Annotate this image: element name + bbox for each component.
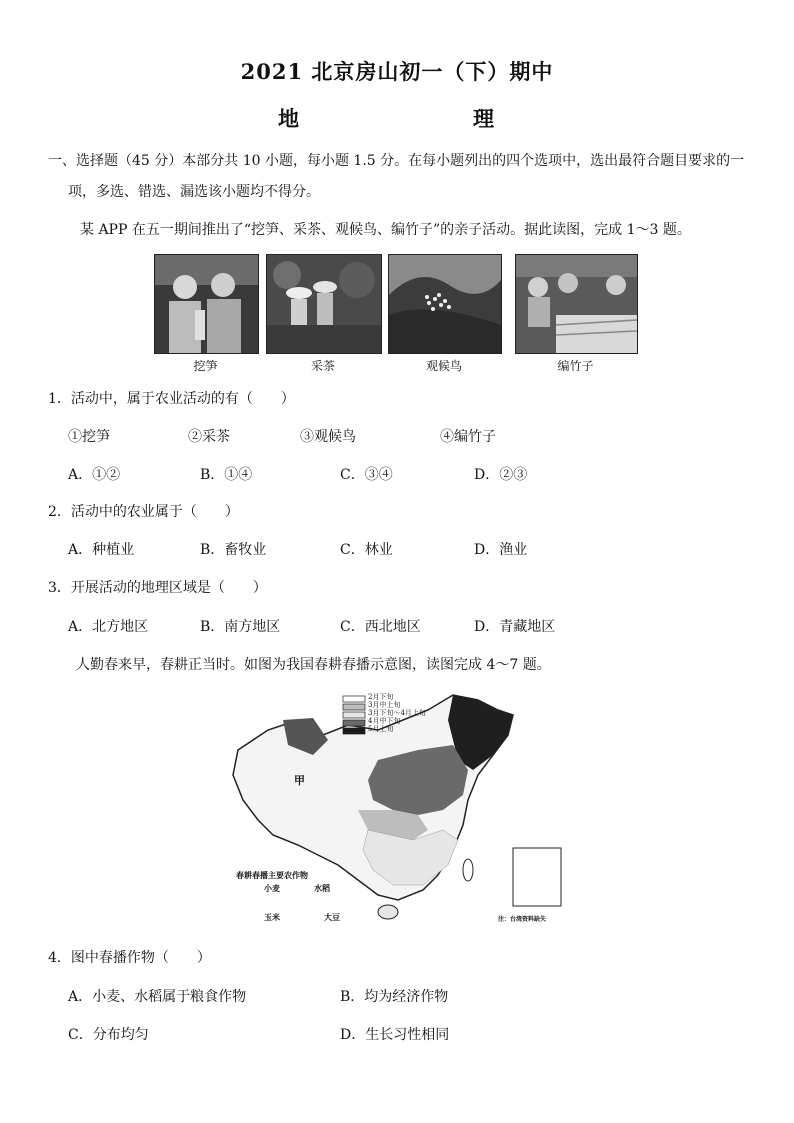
q2-option-c[interactable]: C．林业 xyxy=(340,542,393,558)
crop-wheat-label: 小麦 xyxy=(264,883,280,893)
q2-option-b[interactable]: B．畜牧业 xyxy=(200,542,267,558)
q1-item-4: ④编竹子 xyxy=(440,429,496,445)
question-intro-1: 某 APP 在五一期间推出了“挖笋、采茶、观候鸟、编竹子”的亲子活动。据此读图，完成 1～3 题。 xyxy=(80,222,691,238)
q3-option-d[interactable]: D．青藏地区 xyxy=(474,619,556,635)
q1-item-3: ③观候鸟 xyxy=(300,429,356,445)
q4-option-d[interactable]: D．生长习性相同 xyxy=(340,1027,450,1043)
q1-item-2: ②采茶 xyxy=(188,429,230,445)
question-intro-2: 人勤春来早，春耕正当时。如图为我国春耕春播示意图，读图完成 4～7 题。 xyxy=(76,657,551,673)
legend-item-3: 3月下旬～4月上旬 xyxy=(368,709,426,717)
q3-option-a[interactable]: A．北方地区 xyxy=(68,619,149,635)
subject-title: 地 理 xyxy=(278,106,538,131)
page-title: 2021 北京房山初一（下）期中 xyxy=(240,59,554,84)
map-label-jia: 甲 xyxy=(294,774,305,787)
migratory-birds-icon xyxy=(389,255,501,353)
spring-sowing-map xyxy=(228,690,568,930)
q3-option-c[interactable]: C．西北地区 xyxy=(340,619,421,635)
q1-item-1: ①挖笋 xyxy=(68,429,110,445)
q2-option-d[interactable]: D．渔业 xyxy=(474,542,528,558)
q4-option-c[interactable]: C．分布均匀 xyxy=(68,1027,149,1043)
photo-guan-hou-niao xyxy=(388,254,502,354)
photo-bian-zhu-zi xyxy=(515,254,638,354)
bamboo-weaving-icon xyxy=(516,255,637,353)
crop-legend-title: 春耕春播主要农作物 xyxy=(236,870,308,880)
q1-option-a[interactable]: A．①② xyxy=(68,467,121,483)
caption-guan-hou-niao: 观候鸟 xyxy=(425,359,462,373)
question-3-stem: 3．开展活动的地理区域是（ ） xyxy=(48,580,267,596)
map-legend xyxy=(368,693,426,733)
caption-cai-cha: 采茶 xyxy=(310,359,335,373)
question-4-stem: 4．图中春播作物（ ） xyxy=(48,950,211,966)
photo-cai-cha xyxy=(266,254,382,354)
question-1-stem: 1．活动中，属于农业活动的有（ ） xyxy=(48,391,295,407)
caption-wa-sun: 挖笋 xyxy=(193,359,218,373)
photo-wa-sun xyxy=(154,254,259,354)
section-instruction-line1: 一、选择题（45 分）本部分共 10 小题，每小题 1.5 分。在每小题列出的四个选项中，选出最符合题目要求的一 xyxy=(48,153,745,169)
children-with-bamboo-shoots-icon xyxy=(155,255,258,353)
legend-item-1: 2月下旬 xyxy=(368,693,394,701)
map-note: 注：台湾资料缺失 xyxy=(498,916,547,923)
crop-soybean-label: 大豆 xyxy=(324,912,340,922)
caption-bian-zhu-zi: 编竹子 xyxy=(557,359,594,373)
crop-corn-label: 玉米 xyxy=(264,912,280,922)
legend-item-4: 4月中下旬 xyxy=(368,717,401,725)
q1-option-d[interactable]: D．②③ xyxy=(474,467,528,483)
legend-item-5: 5月上旬 xyxy=(368,725,394,733)
section-instruction-line2: 项，多选、错选、漏选该小题均不得分。 xyxy=(68,184,320,200)
tea-picking-icon xyxy=(267,255,381,353)
q1-option-b[interactable]: B．①④ xyxy=(200,467,253,483)
q3-option-b[interactable]: B．南方地区 xyxy=(200,619,281,635)
legend-item-2: 3月中上旬 xyxy=(368,701,401,709)
question-2-stem: 2．活动中的农业属于（ ） xyxy=(48,504,239,520)
q4-option-b[interactable]: B．均为经济作物 xyxy=(340,989,449,1005)
q1-option-c[interactable]: C．③④ xyxy=(340,467,393,483)
crop-rice-label: 水稻 xyxy=(314,883,330,893)
q2-option-a[interactable]: A．种植业 xyxy=(68,542,135,558)
q4-option-a[interactable]: A．小麦、水稻属于粮食作物 xyxy=(68,989,247,1005)
